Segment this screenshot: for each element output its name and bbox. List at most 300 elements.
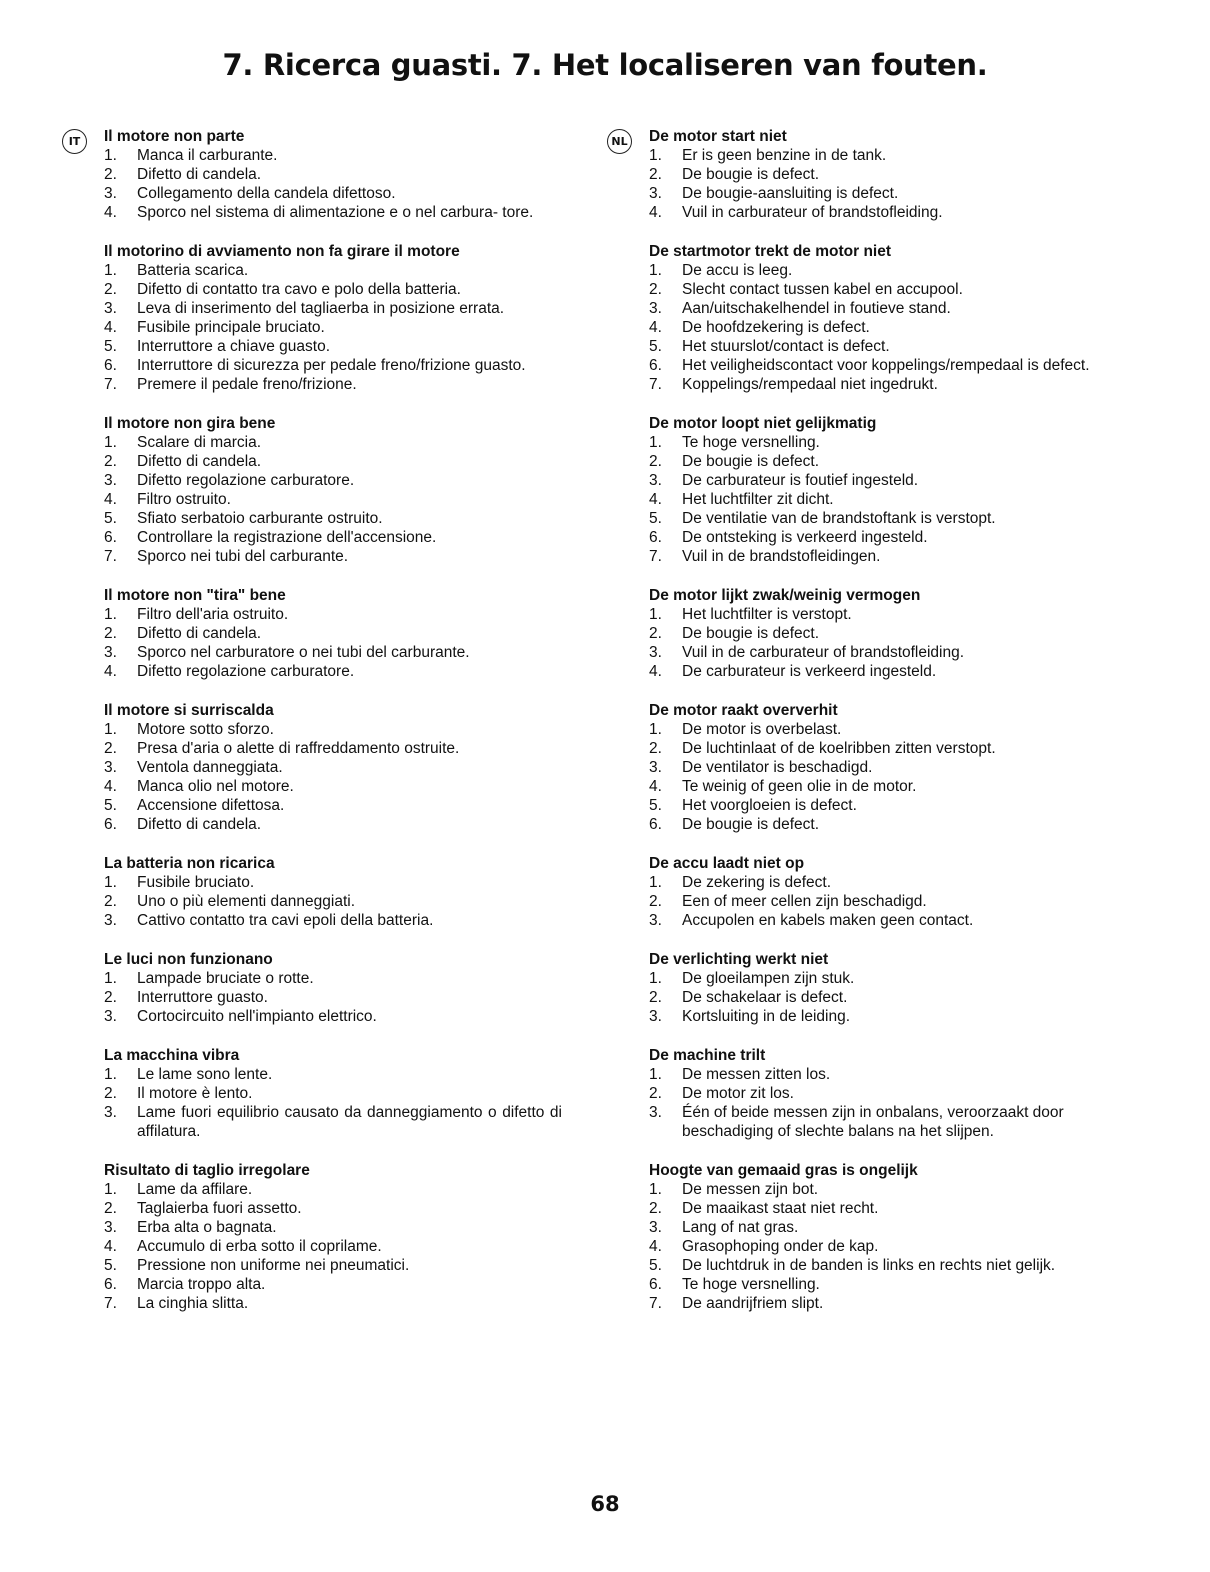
section-heading: De verlichting werkt niet (649, 951, 829, 968)
list-item (649, 1007, 1127, 1026)
section-heading: De startmotor trekt de motor niet (649, 243, 892, 260)
item-number: 4. (649, 1238, 662, 1255)
item-text: Een of meer cellen zijn beschadigd. (682, 893, 927, 910)
item-number: 1. (104, 147, 117, 164)
list-item (649, 509, 1127, 528)
section-heading: De motor start niet (649, 128, 787, 145)
item-text: Sporco nei tubi del carburante. (137, 548, 349, 565)
cause-list (649, 720, 1127, 834)
item-number: 6. (104, 816, 117, 833)
list-item (649, 624, 1127, 643)
list-item (104, 1275, 562, 1294)
item-number: 1. (104, 434, 117, 451)
item-text: Het voorgloeien is defect. (682, 797, 857, 814)
item-number: 2. (104, 893, 117, 910)
item-text: Het luchtfilter zit dicht. (682, 491, 834, 508)
list-item (649, 720, 1127, 739)
list-item (649, 988, 1127, 1007)
list-item (649, 433, 1127, 452)
item-text: Ventola danneggiata. (137, 759, 283, 776)
section-heading: De motor raakt oververhit (649, 702, 838, 719)
list-item (104, 873, 562, 892)
item-number: 4. (104, 491, 117, 508)
list-item (104, 988, 562, 1007)
item-number: 3. (649, 1104, 662, 1121)
item-number: 2. (649, 740, 662, 757)
item-number: 3. (649, 912, 662, 929)
item-number: 7. (649, 1295, 662, 1312)
list-item (649, 547, 1127, 566)
item-number: 1. (649, 1181, 662, 1198)
item-text: De gloeilampen zijn stuk. (682, 970, 855, 987)
item-number: 3. (104, 300, 117, 317)
list-item (104, 509, 562, 528)
list-item (104, 892, 562, 911)
cause-list (104, 1065, 562, 1141)
item-text: Pressione non uniforme nei pneumatici. (137, 1257, 410, 1274)
item-text: De bougie is defect. (682, 625, 820, 642)
item-number: 7. (104, 376, 117, 393)
item-text: De aandrijfriem slipt. (682, 1295, 824, 1312)
list-item (104, 452, 562, 471)
trouble-section (104, 127, 562, 222)
item-number: 4. (104, 319, 117, 336)
cause-list (104, 720, 562, 834)
item-number: 1. (649, 1066, 662, 1083)
list-item (649, 815, 1127, 834)
list-item (649, 1180, 1127, 1199)
item-text: Le lame sono lente. (137, 1066, 273, 1083)
item-text: De motor is overbelast. (682, 721, 842, 738)
list-item (104, 203, 562, 222)
item-text: Leva di inserimento del tagliaerba in posizione errata. (137, 300, 505, 317)
list-item (649, 758, 1127, 777)
item-number: 5. (104, 1257, 117, 1274)
list-item (104, 911, 562, 930)
list-item (104, 758, 562, 777)
list-item (104, 1218, 562, 1237)
item-text: Fusibile bruciato. (137, 874, 255, 891)
item-text: Erba alta o bagnata. (137, 1219, 277, 1236)
list-item (649, 969, 1127, 988)
list-item (104, 815, 562, 834)
section-heading: Il motore si surriscalda (104, 702, 274, 719)
item-text: Collegamento della candela difettoso. (137, 185, 396, 202)
cause-list (649, 1065, 1127, 1141)
list-item (649, 146, 1127, 165)
list-item (104, 643, 562, 662)
list-item (104, 1180, 562, 1199)
list-item (104, 280, 562, 299)
cause-list (649, 873, 1127, 930)
list-item (104, 1103, 562, 1141)
item-number: 6. (649, 816, 662, 833)
item-text: Accensione difettosa. (137, 797, 285, 814)
item-text: Het luchtfilter is verstopt. (682, 606, 852, 623)
item-number: 6. (649, 529, 662, 546)
item-text: De ontsteking is verkeerd ingesteld. (682, 529, 928, 546)
item-text: Te hoge versnelling. (682, 434, 820, 451)
trouble-section (649, 1046, 1127, 1141)
item-number: 3. (649, 1219, 662, 1236)
item-text: De carburateur is foutief ingesteld. (682, 472, 919, 489)
item-number: 2. (649, 281, 662, 298)
item-number: 3. (104, 472, 117, 489)
item-text: Premere il pedale freno/frizione. (137, 376, 357, 393)
language-badge-nl: NL (607, 129, 632, 154)
item-number: 3. (649, 472, 662, 489)
trouble-section (104, 854, 562, 930)
list-item (649, 1103, 1127, 1141)
list-item (104, 739, 562, 758)
list-item (649, 643, 1127, 662)
item-number: 3. (649, 759, 662, 776)
item-number: 7. (104, 548, 117, 565)
item-text: Interruttore a chiave guasto. (137, 338, 331, 355)
list-item (104, 184, 562, 203)
list-item (649, 873, 1127, 892)
item-text: Kortsluiting in de leiding. (682, 1008, 851, 1025)
list-item (104, 796, 562, 815)
list-item (104, 261, 562, 280)
item-number: 3. (104, 1104, 117, 1121)
list-item (104, 624, 562, 643)
trouble-section (104, 242, 562, 394)
list-item (649, 471, 1127, 490)
list-item (649, 356, 1127, 375)
cause-list (649, 146, 1127, 222)
item-text: Filtro ostruito. (137, 491, 231, 508)
item-text: Difetto di candela. (137, 625, 262, 642)
item-text: Difetto di candela. (137, 453, 262, 470)
section-heading: Il motore non parte (104, 128, 245, 145)
item-number: 1. (649, 434, 662, 451)
item-number: 3. (104, 912, 117, 929)
list-item (104, 605, 562, 624)
cause-list (649, 1180, 1127, 1313)
list-item (104, 528, 562, 547)
section-heading: Il motorino di avviamento non fa girare il motore (104, 243, 460, 260)
trouble-section (104, 414, 562, 566)
list-item (649, 337, 1127, 356)
item-number: 1. (104, 1066, 117, 1083)
trouble-section (649, 1161, 1127, 1313)
list-item (104, 1084, 562, 1103)
section-heading: Le luci non funzionano (104, 951, 273, 968)
item-text: De messen zijn bot. (682, 1181, 819, 1198)
item-number: 3. (104, 1219, 117, 1236)
item-text: Sporco nel sistema di alimentazione e o nel carbura- tore. (137, 204, 534, 221)
list-item (104, 471, 562, 490)
item-number: 7. (649, 548, 662, 565)
item-text: Te hoge versnelling. (682, 1276, 820, 1293)
section-heading: Hoogte van gemaaid gras is ongelijk (649, 1162, 918, 1179)
item-number: 1. (649, 721, 662, 738)
item-number: 3. (104, 1008, 117, 1025)
list-item (649, 1218, 1127, 1237)
section-heading: Risultato di taglio irregolare (104, 1162, 310, 1179)
item-number: 4. (104, 204, 117, 221)
item-number: 4. (649, 491, 662, 508)
item-number: 2. (104, 989, 117, 1006)
item-text: Fusibile principale bruciato. (137, 319, 325, 336)
item-number: 7. (649, 376, 662, 393)
cause-list (649, 261, 1127, 394)
item-number: 2. (104, 1200, 117, 1217)
list-item (104, 969, 562, 988)
cause-list (649, 433, 1127, 566)
item-text: Lampade bruciate o rotte. (137, 970, 314, 987)
item-text: Marcia troppo alta. (137, 1276, 266, 1293)
item-text: De ventilatie van de brandstoftank is verstopt. (682, 510, 996, 527)
section-heading: Il motore non "tira" bene (104, 587, 286, 604)
item-text: Te weinig of geen olie in de motor. (682, 778, 917, 795)
list-item (104, 1294, 562, 1313)
item-number: 2. (649, 1085, 662, 1102)
trouble-section (104, 1046, 562, 1141)
list-item (649, 796, 1127, 815)
item-text: Accupolen en kabels maken geen contact. (682, 912, 974, 929)
list-item (649, 1294, 1127, 1313)
item-text: De schakelaar is defect. (682, 989, 848, 1006)
item-number: 2. (104, 1085, 117, 1102)
item-text: Difetto regolazione carburatore. (137, 663, 355, 680)
list-item (649, 490, 1127, 509)
item-number: 4. (649, 204, 662, 221)
item-text: De bougie is defect. (682, 816, 820, 833)
list-item (649, 662, 1127, 681)
item-text: Het stuurslot/contact is defect. (682, 338, 890, 355)
column-italian (62, 127, 562, 1333)
item-number: 2. (649, 166, 662, 183)
list-item (104, 146, 562, 165)
list-item (649, 777, 1127, 796)
item-number: 5. (649, 797, 662, 814)
page-title: 7. Ricerca guasti. 7. Het localiseren van fouten. (222, 48, 988, 82)
item-text: Slecht contact tussen kabel en accupool. (682, 281, 963, 298)
list-item (104, 337, 562, 356)
list-item (649, 184, 1127, 203)
item-number: 3. (104, 759, 117, 776)
item-text: Manca olio nel motore. (137, 778, 294, 795)
item-text: Sporco nel carburatore o nei tubi del carburante. (137, 644, 470, 661)
item-text: Accumulo di erba sotto il coprilame. (137, 1238, 382, 1255)
item-number: 6. (104, 357, 117, 374)
list-item (649, 165, 1127, 184)
trouble-section (649, 127, 1127, 222)
trouble-section (104, 586, 562, 681)
item-number: 2. (649, 453, 662, 470)
item-text: De luchtinlaat of de koelribben zitten verstopt. (682, 740, 996, 757)
list-item (649, 318, 1127, 337)
trouble-section (649, 242, 1127, 394)
item-text: Manca il carburante. (137, 147, 278, 164)
item-text: Grasophoping onder de kap. (682, 1238, 879, 1255)
item-text: De motor zit los. (682, 1085, 794, 1102)
item-text: De accu is leeg. (682, 262, 793, 279)
item-number: 2. (104, 740, 117, 757)
list-item (649, 892, 1127, 911)
trouble-section (649, 414, 1127, 566)
item-text: Difetto di candela. (137, 816, 262, 833)
item-number: 1. (104, 262, 117, 279)
list-item (649, 280, 1127, 299)
list-item (649, 203, 1127, 222)
list-item (104, 777, 562, 796)
list-item (104, 662, 562, 681)
item-text: Presa d'aria o alette di raffreddamento ostruite. (137, 740, 460, 757)
item-number: 1. (649, 874, 662, 891)
list-item (104, 547, 562, 566)
list-item (649, 1275, 1127, 1294)
item-number: 3. (104, 644, 117, 661)
item-number: 3. (649, 1008, 662, 1025)
item-text: Difetto di candela. (137, 166, 262, 183)
item-text: Controllare la registrazione dell'accensione. (137, 529, 437, 546)
list-item (649, 1199, 1127, 1218)
trouble-section (649, 950, 1127, 1026)
item-number: 5. (104, 510, 117, 527)
item-number: 1. (104, 1181, 117, 1198)
item-text: Lame da affilare. (137, 1181, 253, 1198)
item-number: 1. (104, 970, 117, 987)
item-number: 6. (104, 529, 117, 546)
section-heading: Il motore non gira bene (104, 415, 276, 432)
item-text: De bougie-aansluiting is defect. (682, 185, 899, 202)
cause-list (104, 873, 562, 930)
item-number: 2. (104, 281, 117, 298)
item-number: 2. (649, 989, 662, 1006)
section-heading: De accu laadt niet op (649, 855, 805, 872)
trouble-section (649, 586, 1127, 681)
item-number: 5. (104, 797, 117, 814)
item-number: 1. (649, 606, 662, 623)
item-text: De ventilator is beschadigd. (682, 759, 873, 776)
item-text: Interruttore di sicurezza per pedale freno/frizione guasto. (137, 357, 526, 374)
item-number: 3. (649, 300, 662, 317)
item-number: 6. (649, 1276, 662, 1293)
item-text: Het veiligheidscontact voor koppelings/rempedaal is defect. (682, 357, 1090, 374)
sections-list (104, 127, 562, 1313)
list-item (104, 299, 562, 318)
list-item (104, 165, 562, 184)
section-heading: De machine trilt (649, 1047, 766, 1064)
list-item (649, 299, 1127, 318)
list-item (649, 1256, 1127, 1275)
list-item (649, 528, 1127, 547)
item-text: Taglaierba fuori assetto. (137, 1200, 302, 1217)
item-number: 4. (649, 778, 662, 795)
item-number: 3. (104, 185, 117, 202)
item-number: 2. (649, 625, 662, 642)
item-number: 2. (104, 453, 117, 470)
column-dutch (607, 127, 1127, 1333)
list-item (649, 1065, 1127, 1084)
item-number: 2. (649, 893, 662, 910)
list-item (104, 1256, 562, 1275)
trouble-section (649, 854, 1127, 930)
item-number: 6. (649, 357, 662, 374)
item-text: Lang of nat gras. (682, 1219, 799, 1236)
item-text: De maaikast staat niet recht. (682, 1200, 879, 1217)
sections-list (649, 127, 1127, 1313)
list-item (649, 375, 1127, 394)
cause-list (104, 605, 562, 681)
item-number: 1. (104, 721, 117, 738)
item-text: Filtro dell'aria ostruito. (137, 606, 289, 623)
item-text: Cortocircuito nell'impianto elettrico. (137, 1008, 377, 1025)
item-number: 5. (104, 338, 117, 355)
item-text: Vuil in de brandstofleidingen. (682, 548, 881, 565)
cause-list (649, 969, 1127, 1026)
item-text: Aan/uitschakelhendel in foutieve stand. (682, 300, 951, 317)
list-item (104, 375, 562, 394)
cause-list (104, 433, 562, 566)
item-number: 5. (649, 510, 662, 527)
item-text: De zekering is defect. (682, 874, 832, 891)
trouble-section (104, 950, 562, 1026)
section-heading: La batteria non ricarica (104, 855, 275, 872)
item-number: 5. (649, 1257, 662, 1274)
item-number: 4. (649, 663, 662, 680)
list-item (649, 605, 1127, 624)
item-text: Interruttore guasto. (137, 989, 268, 1006)
item-text: Batteria scarica. (137, 262, 249, 279)
item-text: Scalare di marcia. (137, 434, 262, 451)
item-text: De bougie is defect. (682, 166, 820, 183)
item-number: 1. (649, 970, 662, 987)
trouble-section (649, 701, 1127, 834)
item-number: 2. (104, 166, 117, 183)
list-item (649, 452, 1127, 471)
item-number: 2. (649, 1200, 662, 1217)
trouble-section (104, 701, 562, 834)
item-text: De hoofdzekering is defect. (682, 319, 870, 336)
list-item (649, 911, 1127, 930)
item-text: Lame fuori equilibrio causato da danneggiamento o difetto di affilatura. (137, 1104, 562, 1140)
item-number: 4. (104, 1238, 117, 1255)
item-number: 1. (649, 262, 662, 279)
item-number: 4. (104, 663, 117, 680)
section-heading: De motor loopt niet gelijkmatig (649, 415, 877, 432)
section-heading: La macchina vibra (104, 1047, 240, 1064)
list-item (104, 1237, 562, 1256)
list-item (104, 1065, 562, 1084)
item-number: 5. (649, 338, 662, 355)
item-text: Difetto regolazione carburatore. (137, 472, 355, 489)
item-text: De bougie is defect. (682, 453, 820, 470)
item-text: Cattivo contatto tra cavi epoli della batteria. (137, 912, 434, 929)
item-text: Vuil in carburateur of brandstofleiding. (682, 204, 943, 221)
list-item (104, 1199, 562, 1218)
list-item (104, 720, 562, 739)
item-number: 2. (104, 625, 117, 642)
item-number: 1. (649, 147, 662, 164)
item-number: 4. (104, 778, 117, 795)
item-text: Difetto di contatto tra cavo e polo della batteria. (137, 281, 461, 298)
item-number: 6. (104, 1276, 117, 1293)
cause-list (104, 261, 562, 394)
list-item (104, 433, 562, 452)
section-heading: De motor lijkt zwak/weinig vermogen (649, 587, 921, 604)
page-number: 68 (590, 1492, 620, 1516)
list-item (649, 739, 1127, 758)
item-text: De luchtdruk in de banden is links en rechts niet gelijk. (682, 1257, 1056, 1274)
cause-list (104, 969, 562, 1026)
cause-list (104, 146, 562, 222)
item-number: 3. (649, 644, 662, 661)
list-item (649, 261, 1127, 280)
